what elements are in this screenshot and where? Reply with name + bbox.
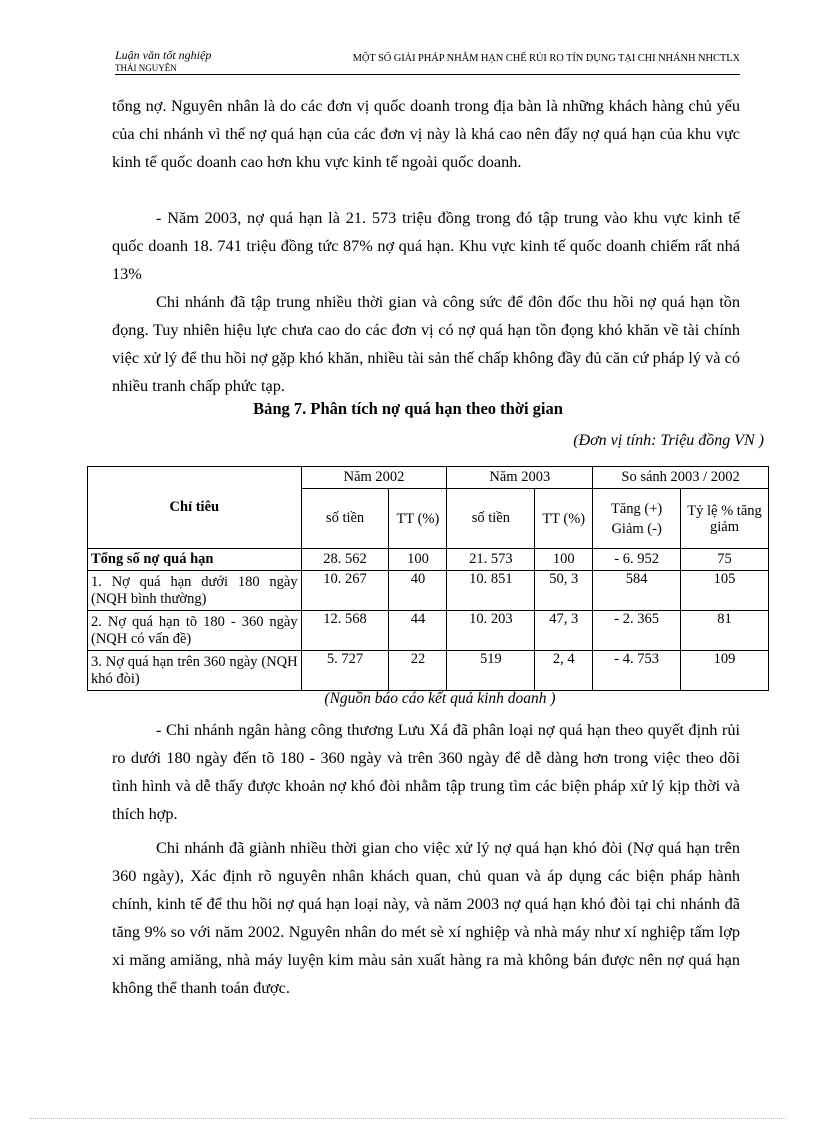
row-label: 3. Nợ quá hạn trên 360 ngày (NQH khó đòi) [88, 651, 302, 691]
data-table [87, 466, 769, 691]
table-header-row [88, 467, 769, 489]
table-source: (Nguồn báo cáo kết quả kinh doanh ) [324, 690, 556, 707]
col-group-compare: So sánh 2003 / 2002 [593, 467, 769, 489]
cell-value: 105 [681, 571, 769, 611]
row-label: 1. Nợ quá hạn dưới 180 ngày (NQH bình thường) [88, 571, 302, 611]
paragraph-5: Chi nhánh đã giành nhiều thời gian cho việc xử lý nợ quá hạn khó đòi (Nợ quá hạn trên 360 ngày), Xác định rõ nguyên nhân khách quan, chủ quan và áp dụng các biện pháp hành chính, kinh tế để thu hồi nợ quá hạn loại này, và năm 2003 nợ quá hạn khó đòi tại chi nhánh đã tăng 9% so với năm 2002. Nguyên nhân do mét sè xí nghiệp và nhà máy như xí nghiệp tấm lợp xi măng amiăng, nhà máy luyện kim màu sản xuất hàng ra mà không bán được nên nợ quá hạn không thể thanh toán được. [112, 838, 740, 997]
col-group-2003: Năm 2003 [447, 467, 593, 489]
table-title: Bảng 7. Phân tích nợ quá hạn theo thời gian [253, 399, 563, 418]
cell-value: 10. 851 [447, 571, 535, 611]
cell-value: 47, 3 [535, 611, 593, 651]
header-title: MỘT SỐ GIẢI PHÁP NHẰM HẠN CHẾ RỦI RO TÍN DỤNG TẠI CHI NHÁNH NHCTLX [352, 53, 740, 64]
sub-change: Tăng (+) Giảm (-) [593, 489, 681, 549]
cell-value: 22 [389, 651, 447, 691]
sub-tt-2002: TT (%) [389, 489, 447, 549]
cell-value: 109 [681, 651, 769, 691]
cell-value: 81 [681, 611, 769, 651]
col-chitieu: Chỉ tiêu [88, 467, 302, 549]
cell-value: 10. 267 [301, 571, 389, 611]
col-group-2002: Năm 2002 [301, 467, 447, 489]
cell-value: 584 [593, 571, 681, 611]
cell-value: 21. 573 [447, 549, 535, 571]
sub-sotien-2003: số tiền [447, 489, 535, 549]
table-row [88, 651, 769, 691]
paragraph-2: - Năm 2003, nợ quá hạn là 21. 573 triệu đồng trong đó tập trung vào khu vực kinh tế quốc doanh 18. 741 triệu đồng tức 87% nợ quá hạn. Khu vực kinh tế quốc doanh chiếm rất nhá 13% [112, 208, 740, 283]
cell-value: 100 [535, 549, 593, 571]
cell-value: 519 [447, 651, 535, 691]
cell-value: 2, 4 [535, 651, 593, 691]
paragraph-4: - Chi nhánh ngân hàng công thương Lưu Xá đã phân loại nợ quá hạn theo quyết định rủi ro dưới 180 ngày đến tõ 180 - 360 ngày và trên 360 ngày để dễ dàng hơn trong việc theo dõi tình hình và dễ thấy được khoản nợ khó đòi nhằm tập trung tìm các biện pháp xử lý kịp thời và thích hợp. [112, 720, 740, 823]
row-label: Tổng số nợ quá hạn [88, 549, 302, 571]
table-unit: (Đơn vị tính: Triệu đồng VN ) [573, 432, 764, 449]
cell-value: 44 [389, 611, 447, 651]
cell-value: 28. 562 [301, 549, 389, 571]
cell-value: - 6. 952 [593, 549, 681, 571]
cell-value: 75 [681, 549, 769, 571]
table-row [88, 571, 769, 611]
page-bottom-divider [30, 1118, 786, 1119]
cell-value: 100 [389, 549, 447, 571]
table-row [88, 611, 769, 651]
sub-ratio: Tỷ lệ % tăng giảm [681, 489, 769, 549]
cell-value: 40 [389, 571, 447, 611]
sub-tt-2003: TT (%) [535, 489, 593, 549]
page-header [115, 48, 740, 75]
header-location: THÁI NGUYÊN [115, 63, 177, 73]
paragraph-3: Chi nhánh đã tập trung nhiều thời gian và công sức để đôn đốc thu hồi nợ quá hạn tồn đọng. Tuy nhiên hiệu lực chưa cao do các đơn vị có nợ quá hạn tồn đọng khó khăn về tài chính việc xử lý để thu hồi nợ gặp khó khăn, nhiều tài sản thế chấp không đầy đủ căn cứ pháp lý và có nhiều tranh chấp phức tạp. [112, 292, 740, 395]
cell-value: 5. 727 [301, 651, 389, 691]
row-label: 2. Nợ quá hạn tõ 180 - 360 ngày (NQH có vấn đề) [88, 611, 302, 651]
paragraph-1: tổng nợ. Nguyên nhân là do các đơn vị quốc doanh trong địa bàn là những khách hàng chủ yếu của chi nhánh vì thế nợ quá hạn của các đơn vị này là khá cao nên đẩy nợ quá hạn của khu vực kinh tế quốc doanh cao hơn khu vực kinh tế ngoài quốc doanh. [112, 96, 740, 171]
cell-value: - 4. 753 [593, 651, 681, 691]
cell-value: 12. 568 [301, 611, 389, 651]
header-thesis-label: Luận văn tốt nghiệp [115, 48, 212, 62]
cell-value: 50, 3 [535, 571, 593, 611]
table-row [88, 549, 769, 571]
header-left [115, 50, 211, 74]
sub-sotien-2002: số tiền [301, 489, 389, 549]
cell-value: - 2. 365 [593, 611, 681, 651]
cell-value: 10. 203 [447, 611, 535, 651]
